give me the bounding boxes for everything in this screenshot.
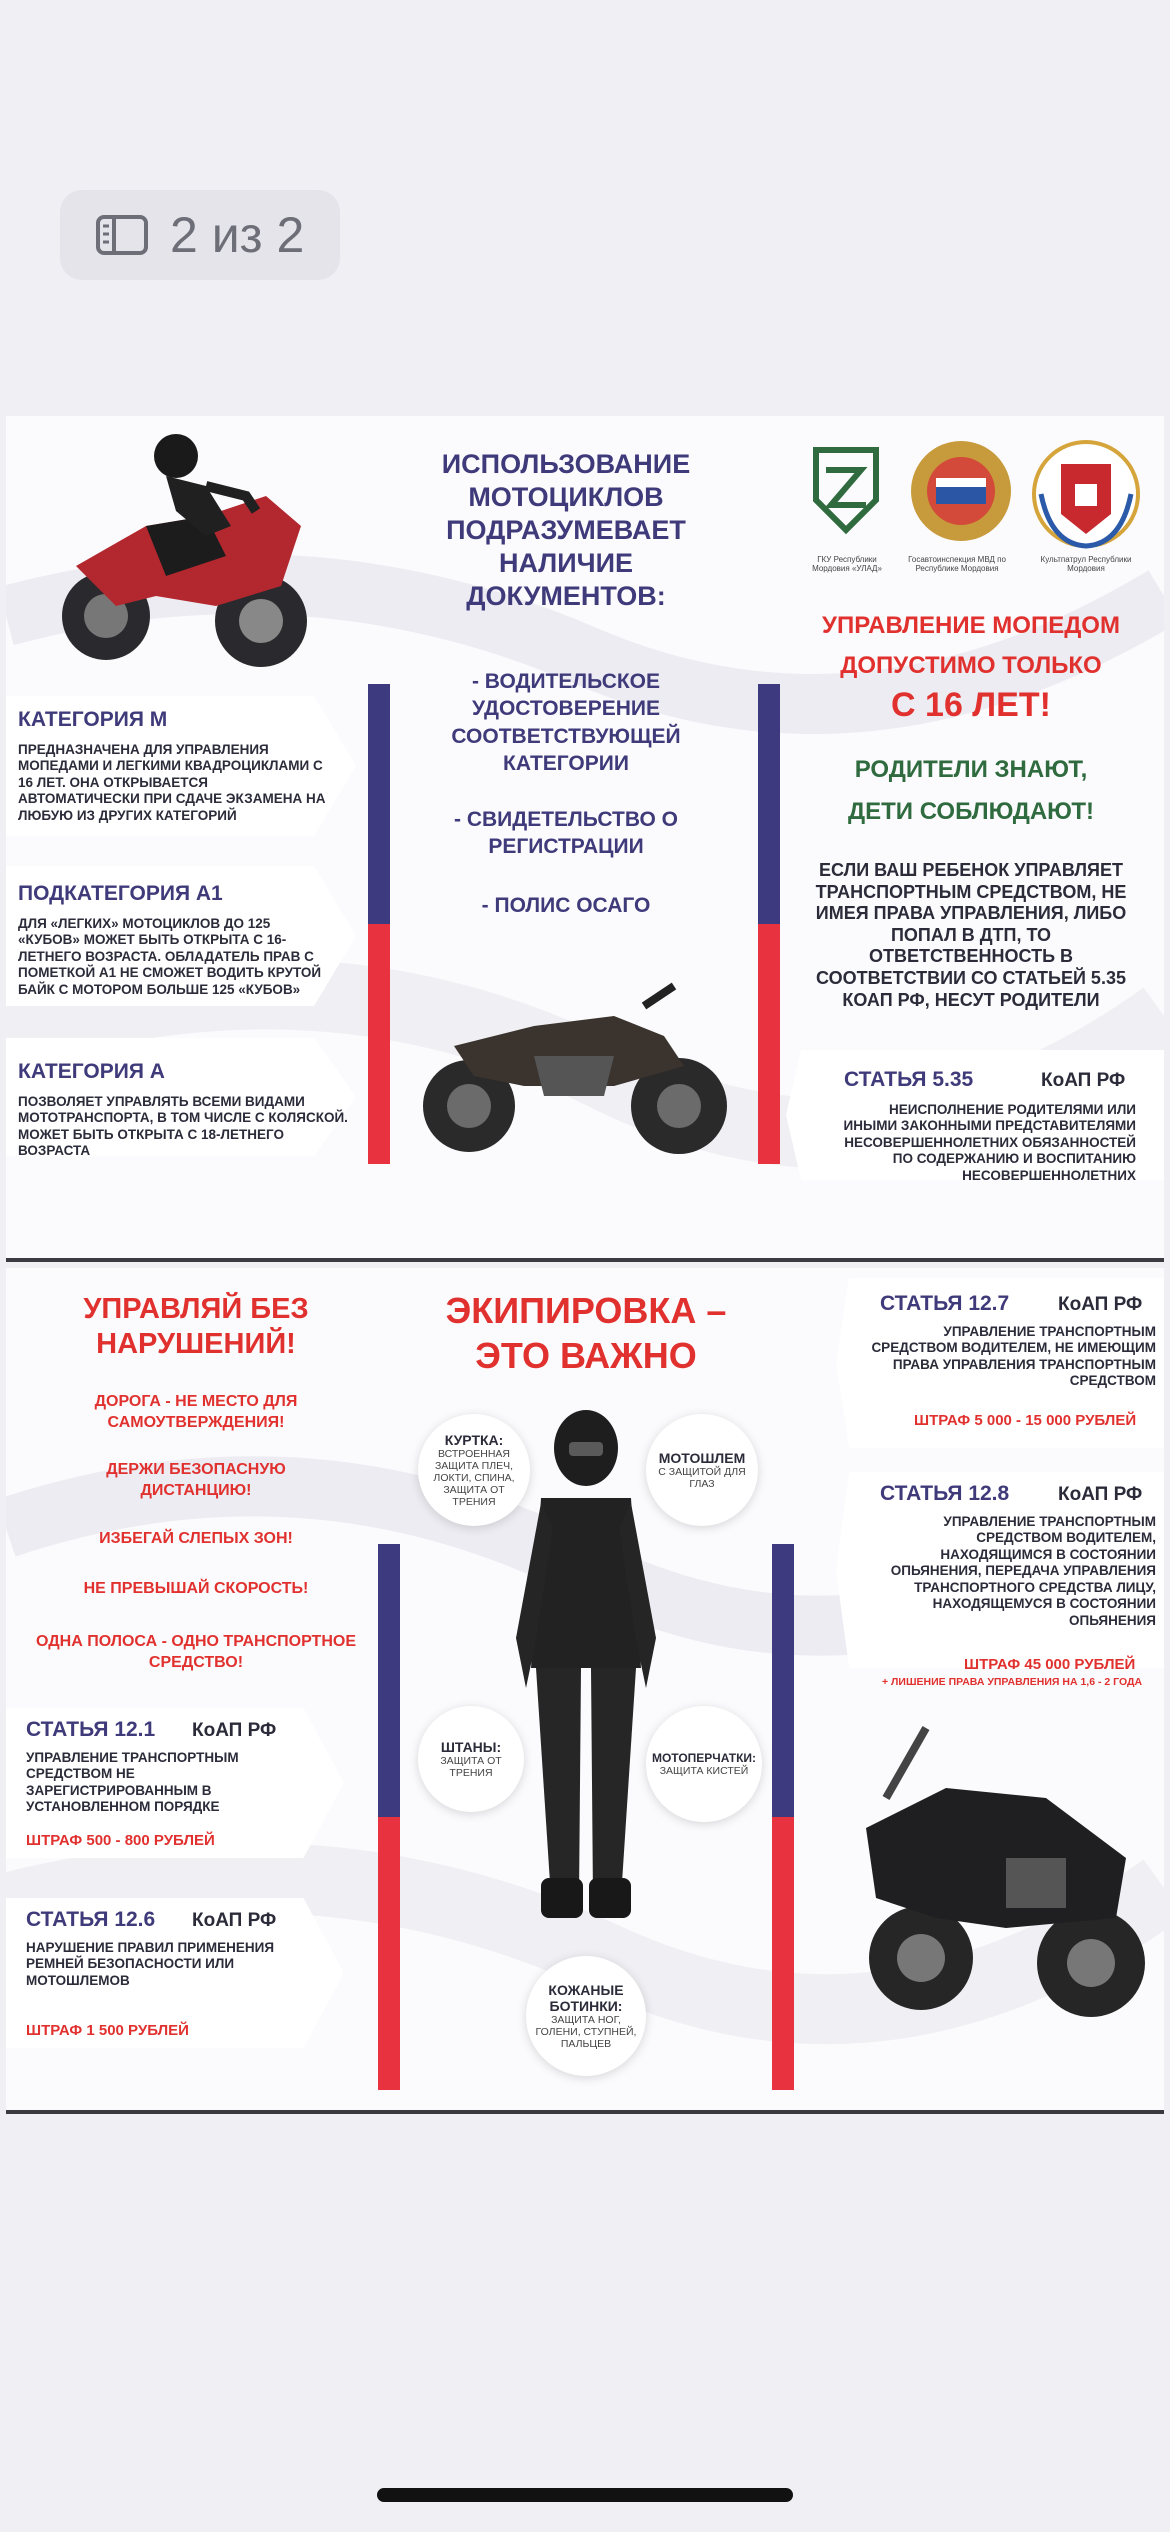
rule-item: ДЕРЖИ БЕЗОПАСНУЮ ДИСТАНЦИЮ! [106, 1461, 286, 1499]
flag-bar [772, 1544, 794, 2090]
category-text: ДЛЯ «ЛЕГКИХ» МОТОЦИКЛОВ ДО 125 «КУБОВ» МОЖЕТ БЫТЬ ОТКРЫТА С 16-ЛЕТНЕГО ВОЗРАСТА. ОБЛАДАТЕЛЬ ПРАВ С ПОМЕТКОЙ А1 НЕ СМОЖЕТ ВОДИТЬ КРУТОЙ БАЙК С МОТОРОМ БОЛЬШЕ 125 «КУБОВ» [18, 916, 322, 997]
article-text: НЕИСПОЛНЕНИЕ РОДИТЕЛЯМИ ИЛИ ИНЫМИ ЗАКОННЫМИ ПРЕДСТАВИТЕЛЯМИ НЕСОВЕРШЕННОЛЕТНИХ ОБЯЗАННОСТЕЙ ПО СОДЕРЖАНИЮ И ВОСПИТАНИЮ НЕСОВЕРШЕННОЛЕТНИХ [843, 1102, 1136, 1183]
gear-name: МОТОШЛЕМ [658, 1449, 746, 1466]
article-code: КоАП РФ [192, 1720, 277, 1741]
gear-desc: С ЗАЩИТОЙ ДЛЯ ГЛАЗ [658, 1465, 746, 1490]
article-text: УПРАВЛЕНИЕ ТРАНСПОРТНЫМ СРЕДСТВОМ НЕ ЗАРЕГИСТРИРОВАННЫМ В УСТАНОВЛЕННОМ ПОРЯДКЕ [26, 1750, 239, 1815]
leaflet-page-1[interactable] [6, 416, 1164, 1262]
moped-line-2: ДОПУСТИМО ТОЛЬКО [840, 652, 1102, 679]
article-title: СТАТЬЯ 12.6 [26, 1908, 156, 1931]
flag-bar [758, 684, 780, 1164]
gear-heading: ЭКИПИРОВКА – ЭТО ВАЖНО [445, 1290, 727, 1376]
documents-heading: ИСПОЛЬЗОВАНИЕ МОТОЦИКЛОВ ПОДРАЗУМЕВАЕТ НАЛИЧИЕ ДОКУМЕНТОВ: [441, 449, 691, 611]
rule-item: НЕ ПРЕВЫШАЙ СКОРОСТЬ! [83, 1580, 309, 1597]
gear-name: КОЖАНЫЕ БОТИНКИ: [548, 1981, 624, 2014]
slogan-line-1: РОДИТЕЛИ ЗНАЮТ, [854, 756, 1088, 783]
emblem-caption: ГКУ Республики Мордовия «УЛАД» [812, 555, 882, 573]
article-text: НАРУШЕНИЕ ПРАВИЛ ПРИМЕНЕНИЯ РЕМНЕЙ БЕЗОПАСНОСТИ ИЛИ МОТОШЛЕМОВ [26, 1940, 275, 1988]
gear-name: МОТОПЕРЧАТКИ: [651, 1750, 757, 1765]
gear-jacket-badge [418, 1414, 530, 1526]
parents-notice: ЕСЛИ ВАШ РЕБЕНОК УПРАВЛЯЕТ ТРАНСПОРТНЫМ СРЕДСТВОМ, НЕ ИМЕЯ ПРАВА УПРАВЛЕНИЯ, ЛИБО ПОПАЛ В ДТП, ТО ОТВЕТСТВЕННОСТЬ В СООТВЕТСТВИИ СО СТАТЬЕЙ 5.35 КОАП РФ, НЕСУТ РОДИТЕЛИ [815, 860, 1127, 1010]
gear-desc: ЗАЩИТА ОТ ТРЕНИЯ [440, 1754, 502, 1779]
gear-helmet-badge [646, 1414, 758, 1526]
gear-desc: ВСТРОЕННАЯ ЗАЩИТА ПЛЕЧ, ЛОКТИ, СПИНА, ЗАЩИТА ОТ ТРЕНИЯ [433, 1447, 515, 1509]
category-title: ПОДКАТЕГОРИЯ А1 [18, 882, 223, 905]
touring-motorcycle-image [826, 1708, 1156, 2038]
rule-item: ИЗБЕГАЙ СЛЕПЫХ ЗОН! [99, 1530, 293, 1547]
rule-item: ОДНА ПОЛОСА - ОДНО ТРАНСПОРТНОЕ СРЕДСТВО! [36, 1633, 356, 1671]
documents-item: - ПОЛИС ОСАГО [481, 894, 651, 917]
article-title: СТАТЬЯ 5.35 [844, 1068, 974, 1091]
article-title: СТАТЬЯ 12.8 [880, 1482, 1010, 1505]
article-fine: ШТРАФ 1 500 РУБЛЕЙ [26, 2022, 189, 2039]
article-fine: ШТРАФ 5 000 - 15 000 РУБЛЕЙ [914, 1412, 1137, 1429]
article-text: УПРАВЛЕНИЕ ТРАНСПОРТНЫМ СРЕДСТВОМ ВОДИТЕЛЕМ, НАХОДЯЩИМСЯ В СОСТОЯНИИ ОПЬЯНЕНИЯ, ПЕРЕДАЧА УПРАВЛЕНИЯ ТРАНСПОРТНОГО СРЕДСТВА ЛИЦУ, НАХОДЯЩЕМУСЯ В СОСТОЯНИИ ОПЬЯНЕНИЯ [890, 1514, 1156, 1628]
rules-heading: УПРАВЛЯЙ БЕЗ НАРУШЕНИЙ! [83, 1293, 309, 1361]
gear-name: КУРТКА: [444, 1431, 504, 1448]
article-fine: ШТРАФ 45 000 РУБЛЕЙ [964, 1656, 1136, 1673]
rule-item: ДОРОГА - НЕ МЕСТО ДЛЯ САМОУТВЕРЖДЕНИЯ! [94, 1393, 298, 1431]
article-title: СТАТЬЯ 12.7 [880, 1292, 1010, 1315]
article-title: СТАТЬЯ 12.1 [26, 1718, 156, 1741]
article-code: КоАП РФ [1058, 1484, 1143, 1505]
documents-item: - ВОДИТЕЛЬСКОЕ УДОСТОВЕРЕНИЕ СООТВЕТСТВУЮЩЕЙ КАТЕГОРИИ [451, 670, 681, 775]
gear-gloves-badge [646, 1706, 762, 1822]
gear-boots-badge [526, 1956, 646, 2076]
category-text: ПОЗВОЛЯЕТ УПРАВЛЯТЬ ВСЕМИ ВИДАМИ МОТОТРАНСПОРТА, В ТОМ ЧИСЛЕ С КОЛЯСКОЙ. МОЖЕТ БЫТЬ ОТКРЫТА С 18-ЛЕТНЕГО ВОЗРАСТА [18, 1094, 348, 1159]
category-title: КАТЕГОРИЯ М [18, 708, 168, 731]
leaflet-page-2[interactable] [6, 1268, 1164, 2114]
sidebar-icon [96, 215, 148, 255]
flag-bar [368, 684, 390, 1164]
moped-line-1: УПРАВЛЕНИЕ МОПЕДОМ [822, 612, 1120, 639]
page-indicator-label: 2 из 2 [170, 207, 305, 263]
gear-name: ШТАНЫ: [440, 1738, 502, 1755]
emblem-caption: Культпатрул Республики Мордовия [1040, 555, 1132, 573]
article-code: КоАП РФ [1041, 1070, 1126, 1091]
article-code: КоАП РФ [192, 1910, 277, 1931]
home-indicator[interactable] [377, 2488, 793, 2502]
article-text: УПРАВЛЕНИЕ ТРАНСПОРТНЫМ СРЕДСТВОМ ВОДИТЕЛЕМ, НЕ ИМЕЮЩИМ ПРАВА УПРАВЛЕНИЯ ТРАНСПОРТНЫМ СРЕДСТВОМ [871, 1324, 1156, 1389]
category-title: КАТЕГОРИЯ А [18, 1060, 165, 1083]
article-fine: ШТРАФ 500 - 800 РУБЛЕЙ [26, 1832, 215, 1849]
emblem-caption: Госавтоинспекция МВД по Республике Мордовия [908, 555, 1006, 573]
article-extra-penalty: + ЛИШЕНИЕ ПРАВА УПРАВЛЕНИЯ НА 1,6 - 2 ГОДА [882, 1676, 1143, 1688]
flag-bar [378, 1544, 400, 2090]
sport-motorcycle-image [56, 416, 316, 686]
gear-desc: ЗАЩИТА КИСТЕЙ [659, 1764, 749, 1777]
article-code: КоАП РФ [1058, 1294, 1143, 1315]
slogan-line-2: ДЕТИ СОБЛЮДАЮТ! [848, 798, 1094, 825]
cruiser-motorcycle-image [414, 966, 734, 1166]
gear-desc: ЗАЩИТА НОГ, ГОЛЕНИ, СТУПНЕЙ, ПАЛЬЦЕВ [535, 2013, 637, 2051]
documents-item: - СВИДЕТЕЛЬСТВО О РЕГИСТРАЦИИ [454, 808, 678, 859]
gear-pants-badge [418, 1706, 524, 1812]
gku-logo-icon [806, 440, 886, 540]
category-text: ПРЕДНАЗНАЧЕНА ДЛЯ УПРАВЛЕНИЯ МОПЕДАМИ И ЛЕГКИМИ КВАДРОЦИКЛАМИ С 16 ЛЕТ. ОНА ОТКРЫВАЕТСЯ АВТОМАТИЧЕСКИ ПРИ СДАЧЕ ЭКЗАМЕНА НА ЛЮБУЮ ИЗ ДРУГИХ КАТЕГОРИЙ [18, 742, 326, 823]
page-indicator[interactable] [60, 190, 340, 280]
gai-emblem-icon [906, 436, 1016, 546]
mordovia-emblem-icon [1031, 434, 1141, 552]
moped-age: С 16 ЛЕТ! [891, 686, 1051, 724]
